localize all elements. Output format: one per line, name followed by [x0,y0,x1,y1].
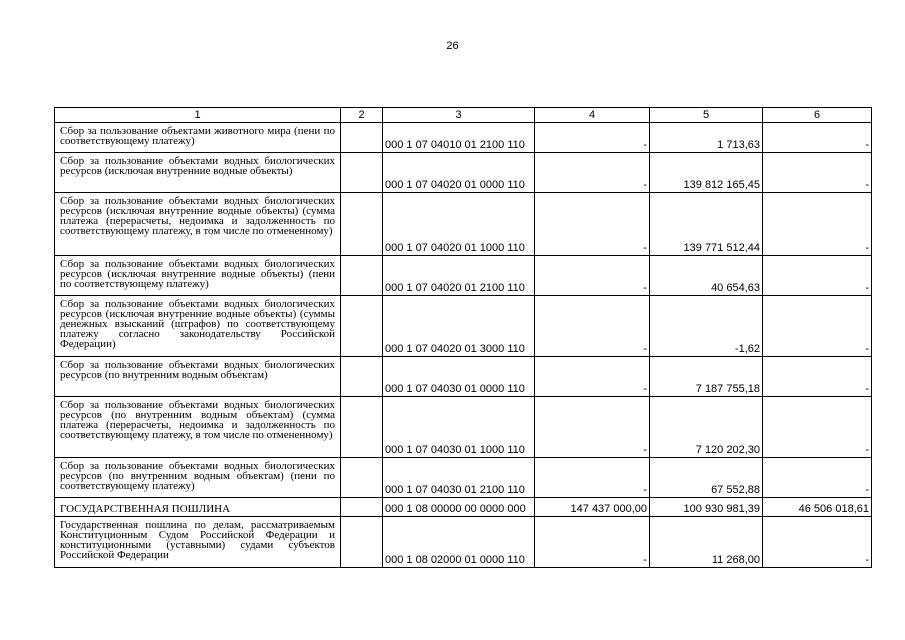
row-col5: 1 713,63 [650,123,763,153]
row-col4: - [535,458,650,498]
budget-table [54,107,872,568]
row-col4: - [535,517,650,568]
row-name: Сбор за пользование объектами водных биологических ресурсов (по внутренним водным объектам) (сумма платежа (перерасчеты, недоимка и задолженность по соответствующему платежу, в том числе по отмененному) [55,397,341,458]
column-header: 3 [383,108,535,123]
row-col2 [341,517,383,568]
row-col5: 67 552,88 [650,458,763,498]
row-col6: - [763,256,872,296]
row-name: Сбор за пользование объектами водных биологических ресурсов (исключая внутренние водные объекты) (суммы денежных взысканий (штрафов) по соответствующему платежу согласно законодательству Российской Федерации) [55,296,341,357]
row-col2 [341,296,383,357]
row-col4: - [535,296,650,357]
table-row [55,123,872,153]
table-row [55,357,872,397]
column-header: 2 [341,108,383,123]
column-header: 4 [535,108,650,123]
row-col5: 7 120 202,30 [650,397,763,458]
row-col5: 100 930 981,39 [650,498,763,517]
row-col5: 7 187 755,18 [650,357,763,397]
row-col4: - [535,357,650,397]
table-row [55,256,872,296]
row-code: 000 1 07 04020 01 2100 110 [383,256,535,296]
row-col5: 11 268,00 [650,517,763,568]
table-row [55,458,872,498]
row-col4: - [535,193,650,256]
table-header-row [55,108,872,123]
row-code: 000 1 08 02000 01 0000 110 [383,517,535,568]
row-name: Сбор за пользование объектами водных биологических ресурсов (по внутренним водным объектам) (пени по соответствующему платежу) [55,458,341,498]
row-col5: 139 771 512,44 [650,193,763,256]
row-code: 000 1 08 00000 00 0000 000 [383,498,535,517]
column-header: 6 [763,108,872,123]
row-col6: 46 506 018,61 [763,498,872,517]
row-col6: - [763,517,872,568]
table-row [55,296,872,357]
row-col2 [341,458,383,498]
row-code: 000 1 07 04030 01 2100 110 [383,458,535,498]
row-col2 [341,123,383,153]
row-code: 000 1 07 04020 01 1000 110 [383,193,535,256]
row-col4: - [535,256,650,296]
row-code: 000 1 07 04030 01 0000 110 [383,357,535,397]
table-row [55,397,872,458]
row-col5: 40 654,63 [650,256,763,296]
row-col2 [341,193,383,256]
row-code: 000 1 07 04020 01 3000 110 [383,296,535,357]
row-name: Сбор за пользование объектами животного мира (пени по соответствующему платежу) [55,123,341,153]
row-col6: - [763,458,872,498]
row-col2 [341,256,383,296]
row-name: ГОСУДАРСТВЕННАЯ ПОШЛИНА [55,498,341,517]
table-row [55,498,872,517]
row-name: Сбор за пользование объектами водных биологических ресурсов (по внутренним водным объектам) [55,357,341,397]
row-col6: - [763,193,872,256]
row-col6: - [763,357,872,397]
table-row [55,517,872,568]
row-name: Сбор за пользование объектами водных биологических ресурсов (исключая внутренние водные объекты) [55,153,341,193]
row-name: Сбор за пользование объектами водных биологических ресурсов (исключая внутренние водные объекты) (сумма платежа (перерасчеты, недоимка и задолженность по соответствующему платежу, в том числе по отмененному) [55,193,341,256]
row-col2 [341,397,383,458]
page-number: 26 [446,40,459,52]
row-col4: - [535,397,650,458]
row-col4: - [535,153,650,193]
row-col5: -1,62 [650,296,763,357]
column-header: 1 [55,108,341,123]
row-col6: - [763,153,872,193]
row-name: Сбор за пользование объектами водных биологических ресурсов (исключая внутренние водные объекты) (пени по соответствующему платежу) [55,256,341,296]
row-col2 [341,153,383,193]
row-col6: - [763,296,872,357]
table-row [55,153,872,193]
row-col4: - [535,123,650,153]
column-header: 5 [650,108,763,123]
row-col2 [341,357,383,397]
table-row [55,193,872,256]
row-col5: 139 812 165,45 [650,153,763,193]
row-col2 [341,498,383,517]
row-code: 000 1 07 04020 01 0000 110 [383,153,535,193]
row-col6: - [763,397,872,458]
row-code: 000 1 07 04030 01 1000 110 [383,397,535,458]
row-name: Государственная пошлина по делам, рассматриваемым Конституционным Судом Российской Федерации и конституционными (уставными) судами субъектов Российской Федерации [55,517,341,568]
row-code: 000 1 07 04010 01 2100 110 [383,123,535,153]
row-col4: 147 437 000,00 [535,498,650,517]
row-col6: - [763,123,872,153]
